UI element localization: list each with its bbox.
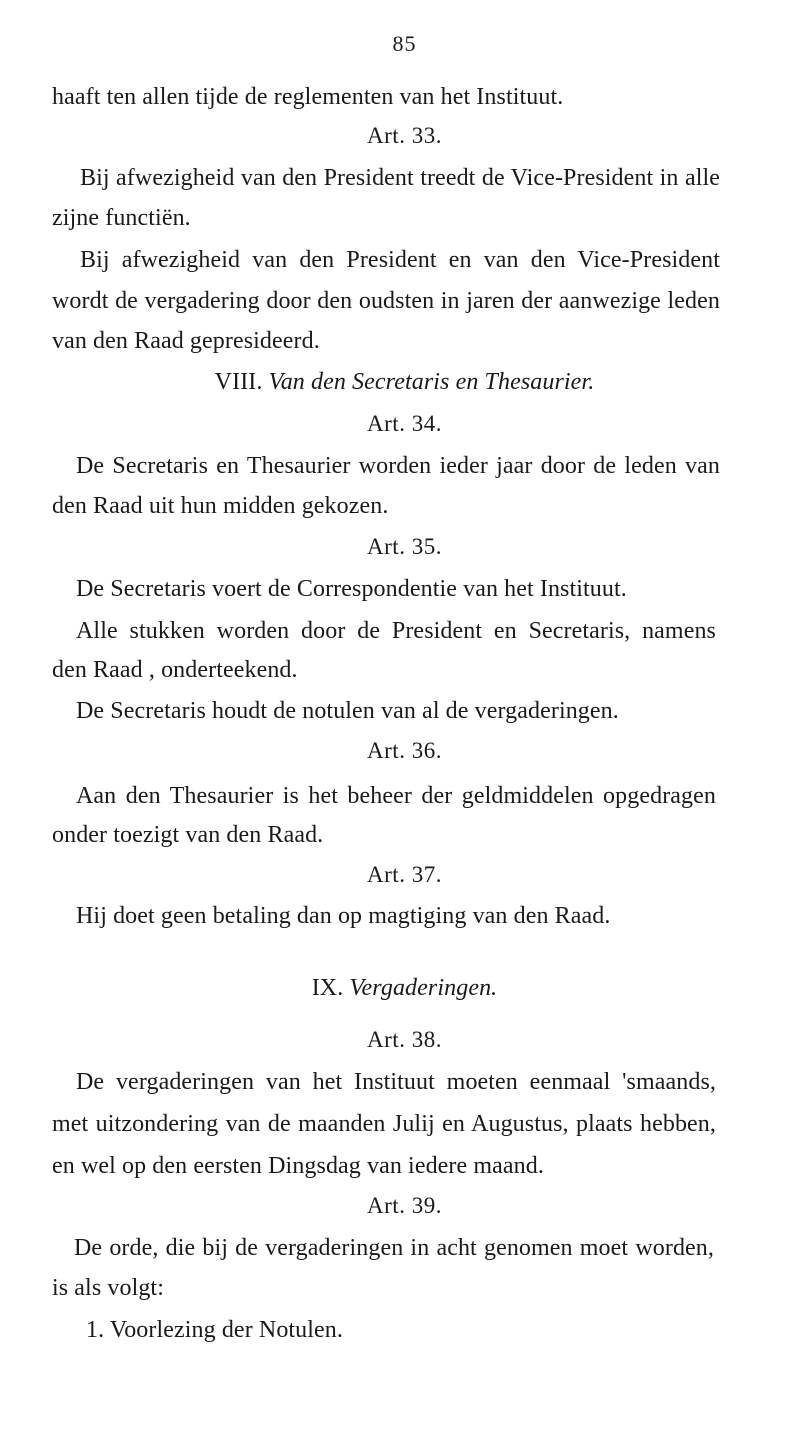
section-number: VIII. [214, 369, 263, 395]
paragraph-first-line: De vergaderingen van het Instituut moeten eenmaal 'smaands, [76, 1069, 716, 1095]
section-title: Van den Secretaris en Thesaurier. [268, 369, 595, 395]
section-title: Vergaderingen. [349, 975, 498, 1001]
text-line: is als volgt: [52, 1275, 164, 1301]
section-heading-ix [0, 974, 809, 1002]
paragraph-first-line: Hij doet geen betaling dan op magtiging van den Raad. [76, 903, 611, 929]
article-heading-36: Art. 36. [367, 738, 442, 763]
paragraph-first-line: Bij afwezigheid van den President treedt de Vice-President in alle [80, 165, 720, 191]
text-line: den Raad uit hun midden gekozen. [52, 493, 389, 519]
text-line: onder toezigt van den Raad. [52, 822, 324, 848]
section-heading-viii [0, 368, 809, 396]
paragraph-first-line: Bij afwezigheid van den President en van den Vice-President [80, 247, 720, 273]
article-heading-33: Art. 33. [367, 123, 442, 148]
paragraph-first-line: De Secretaris en Thesaurier worden ieder jaar door de leden van [76, 453, 720, 479]
text-line: wordt de vergadering door den oudsten in jaren der aanwezige leden [52, 288, 720, 314]
section-number: IX. [311, 975, 344, 1001]
article-heading-34: Art. 34. [367, 411, 442, 436]
article-heading-39: Art. 39. [367, 1193, 442, 1218]
paragraph-first-line: Alle stukken worden door de President en Secretaris, namens [76, 618, 716, 644]
paragraph-first-line: De orde, die bij de vergaderingen in acht genomen moet worden, [74, 1235, 714, 1261]
list-item: 1. Voorlezing der Notulen. [86, 1317, 344, 1343]
paragraph-first-line: De Secretaris voert de Correspondentie van het Instituut. [76, 576, 627, 602]
paragraph-first-line: De Secretaris houdt de notulen van al de vergaderingen. [76, 698, 619, 724]
text-line: den Raad , onderteekend. [52, 657, 298, 683]
article-heading-38: Art. 38. [367, 1027, 442, 1052]
text-line: met uitzondering van de maanden Julij en Augustus, plaats hebben, [52, 1111, 716, 1137]
page-number: 85 [392, 31, 417, 56]
text-line: van den Raad gepresideerd. [52, 328, 320, 354]
text-line: haaft ten allen tijde de reglementen van het Instituut. [52, 84, 564, 110]
text-line: en wel op den eersten Dingsdag van iedere maand. [52, 1153, 544, 1179]
text-line: zijne functiën. [52, 205, 191, 231]
article-heading-35: Art. 35. [367, 534, 442, 559]
paragraph-first-line: Aan den Thesaurier is het beheer der geldmiddelen opgedragen [76, 783, 716, 809]
article-heading-37: Art. 37. [367, 862, 442, 887]
